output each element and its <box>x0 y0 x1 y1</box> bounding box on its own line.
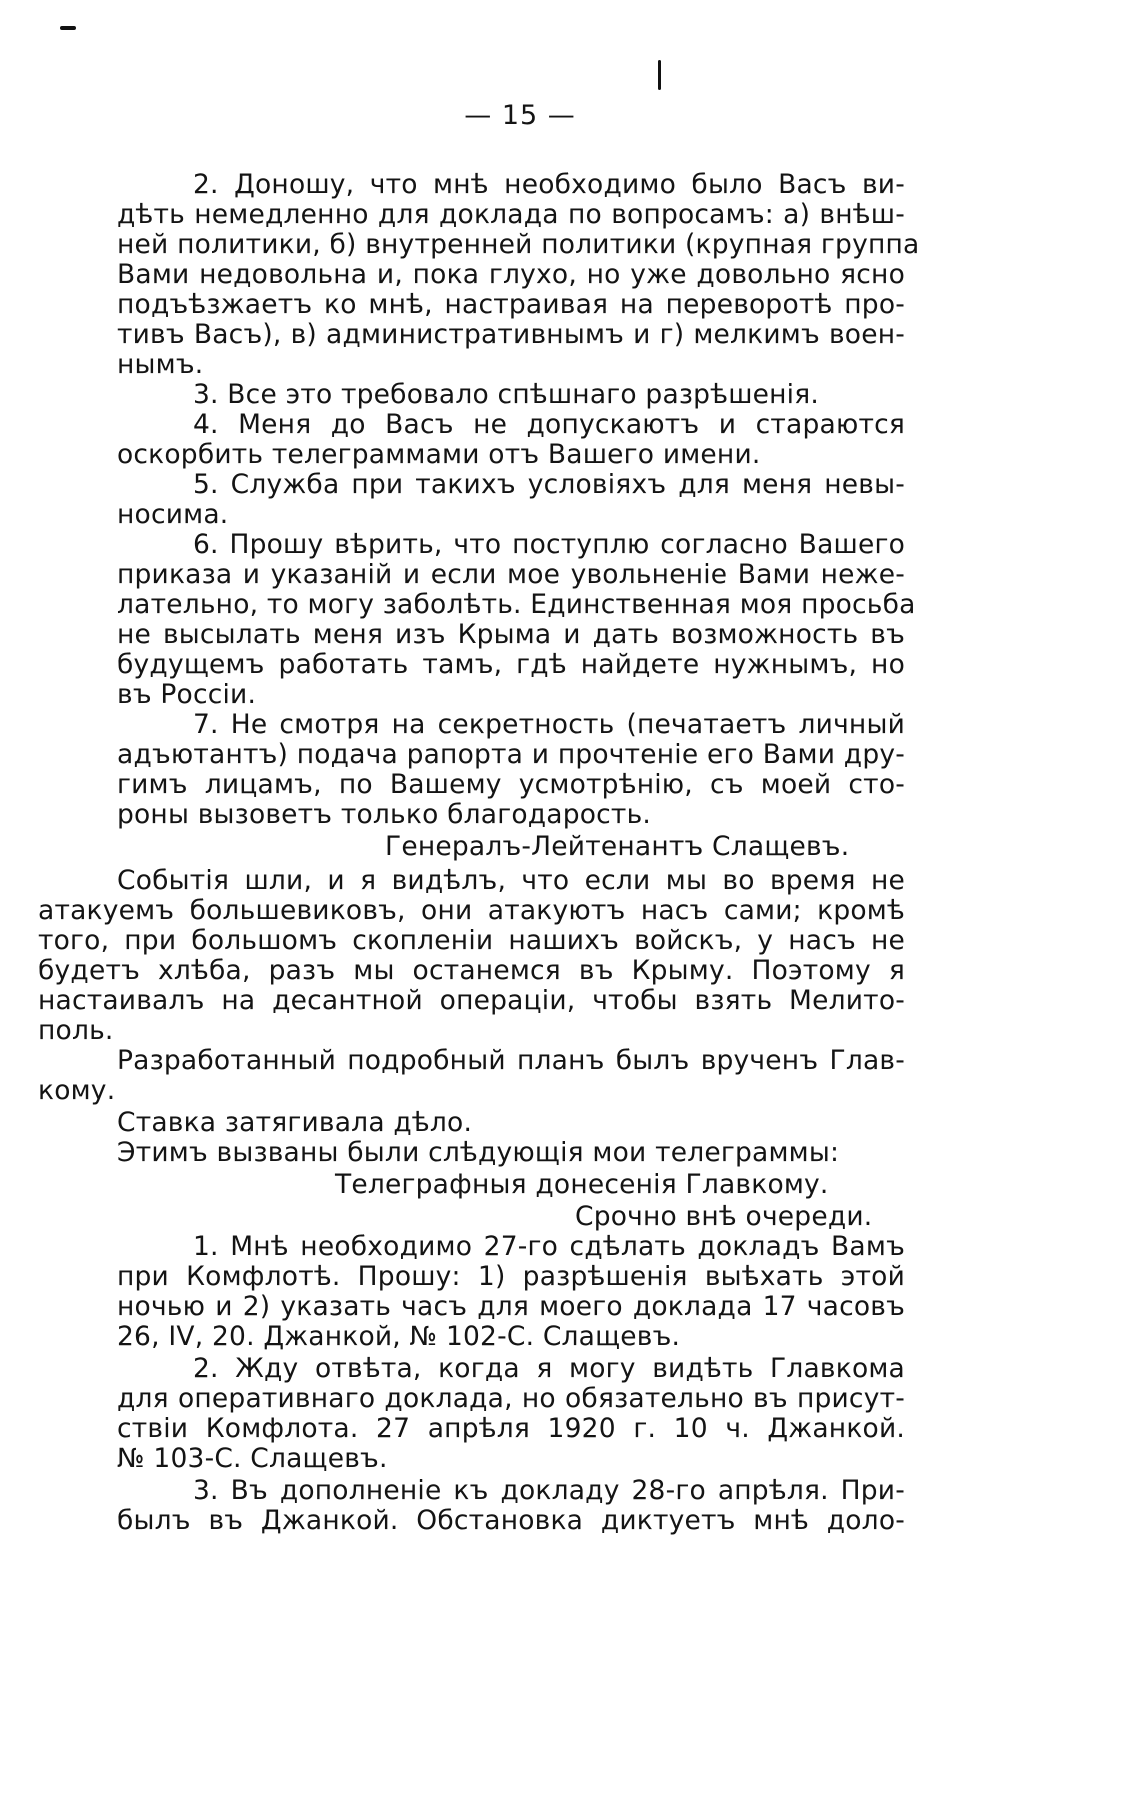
text-line: ствіи Комфлота. 27 апрѣля 1920 г. 10 ч. Джанкой. <box>117 1413 905 1444</box>
text-line: не высылать меня изъ Крыма и дать возможность въ <box>117 619 905 650</box>
text-line: гимъ лицамъ, по Вашему усмотрѣнію, съ моей сто- <box>117 769 905 800</box>
text-line: Вами недовольна и, пока глухо, но уже довольно ясно <box>117 259 905 290</box>
text-line: будущемъ работать тамъ, гдѣ найдете нужнымъ, но <box>117 649 905 680</box>
text-line: носима. <box>117 499 229 530</box>
urgency-note: Срочно внѣ очереди. <box>575 1201 873 1232</box>
text-line: 2. Жду отвѣта, когда я могу видѣть Главкома <box>193 1353 905 1384</box>
text-line: поль. <box>38 1015 114 1046</box>
text-line: подъѣзжаетъ ко мнѣ, настраивая на переворотѣ про- <box>117 289 905 320</box>
text-line: 7. Не смотря на секретность (печатаетъ личный <box>193 709 905 740</box>
ink-mark-top-left <box>60 26 76 30</box>
text-line: Разработанный подробный планъ былъ врученъ Глав- <box>117 1045 905 1076</box>
text-line: оскорбить телеграммами отъ Вашего имени. <box>117 439 761 470</box>
text-line: того, при большомъ скопленіи нашихъ войскъ, у насъ не <box>38 925 905 956</box>
text-line: Ставка затягивала дѣло. <box>117 1107 473 1138</box>
text-line: адъютантъ) подача рапорта и прочтеніе его Вами дру- <box>117 739 905 770</box>
section-heading: Телеграфныя донесенія Главкому. <box>335 1169 829 1200</box>
text-line: тивъ Васъ), в) административнымъ и г) мелкимъ воен- <box>117 319 905 350</box>
text-line: 4. Меня до Васъ не допускаютъ и стараются <box>193 409 905 440</box>
text-line: 2. Доношу, что мнѣ необходимо было Васъ ви- <box>193 169 905 200</box>
text-line: ночью и 2) указать часъ для моего доклада 17 часовъ <box>117 1291 905 1322</box>
text-line: роны вызоветъ только благодарость. <box>117 799 652 830</box>
text-line: при Комфлотѣ. Прошу: 1) разрѣшенія выѣхать этой <box>117 1261 905 1292</box>
text-line: 6. Прошу вѣрить, что поступлю согласно Вашего <box>193 529 905 560</box>
text-line: настаивалъ на десантной операціи, чтобы взять Мелито- <box>38 985 905 1016</box>
text-line: № 103-С. Слащевъ. <box>117 1443 388 1474</box>
text-line: будетъ хлѣба, разъ мы останемся въ Крыму. Поэтому я <box>38 955 905 986</box>
text-line: Этимъ вызваны были слѣдующія мои телеграммы: <box>117 1137 840 1168</box>
text-line: приказа и указаній и если мое увольненіе Вами неже- <box>117 559 905 590</box>
text-line: ней политики, б) внутренней политики (крупная группа <box>117 229 920 260</box>
text-line: 26, IV, 20. Джанкой, № 102-С. Слащевъ. <box>117 1321 681 1352</box>
text-line: 3. Все это требовало спѣшнаго разрѣшенія. <box>193 379 820 410</box>
signature-line: Генералъ-Лейтенантъ Слащевъ. <box>385 831 850 862</box>
ink-mark-top-right <box>658 60 661 90</box>
text-line: нымъ. <box>117 349 204 380</box>
text-line: лательно, то могу заболѣть. Единственная моя просьба <box>117 589 916 620</box>
text-line: 3. Въ дополненіе къ докладу 28-го апрѣля. При- <box>193 1475 905 1506</box>
text-line: дѣть немедленно для доклада по вопросамъ: а) внѣш- <box>117 199 905 230</box>
text-line: 1. Мнѣ необходимо 27-го сдѣлать докладъ Вамъ <box>193 1231 905 1262</box>
text-line: Событія шли, и я видѣлъ, что если мы во время не <box>117 865 905 896</box>
text-line: былъ въ Джанкой. Обстановка диктуетъ мнѣ доло- <box>117 1505 905 1536</box>
page-number: — 15 — <box>464 100 576 131</box>
text-line: 5. Служба при такихъ условіяхъ для меня невы- <box>193 469 905 500</box>
text-line: для оперативнаго доклада, но обязательно въ присут- <box>117 1383 905 1414</box>
text-line: атакуемъ большевиковъ, они атакуютъ насъ сами; кромѣ <box>38 895 905 926</box>
text-line: въ Россіи. <box>117 679 257 710</box>
text-line: кому. <box>38 1075 116 1106</box>
